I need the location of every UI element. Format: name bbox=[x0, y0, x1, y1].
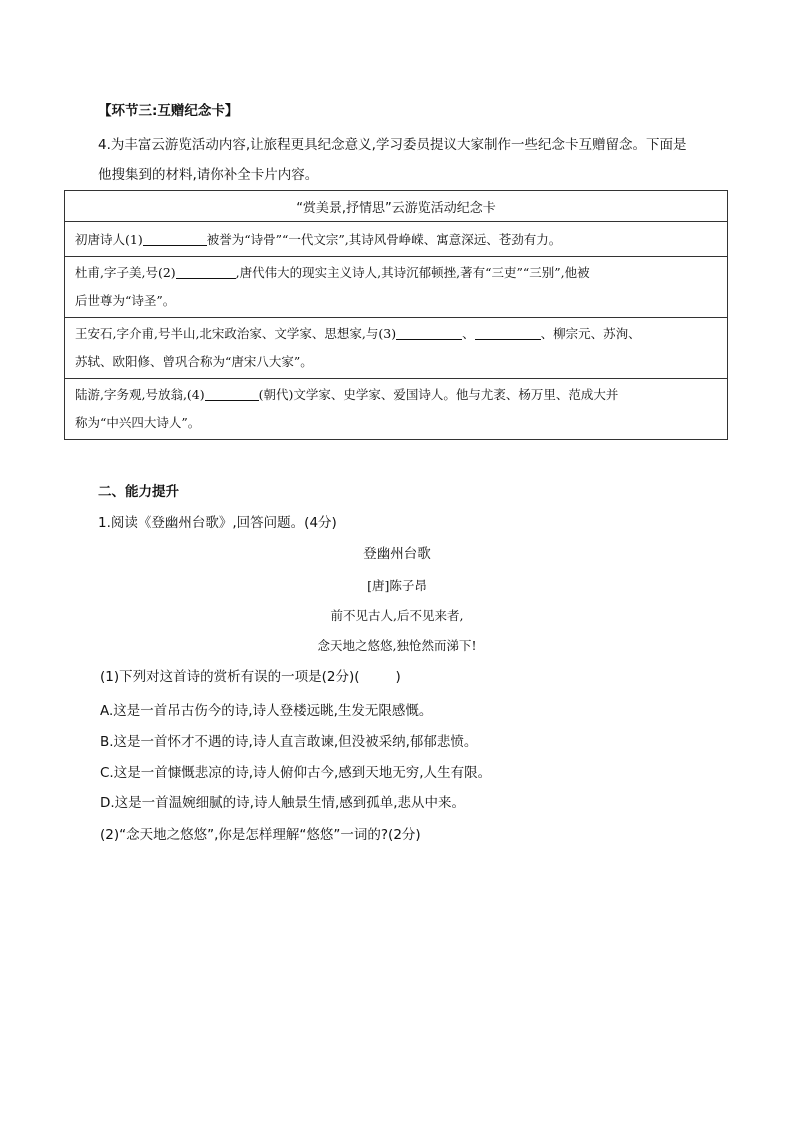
sub-question-1-text: (1)下列对这首诗的赏析有误的一项是(2分)( bbox=[100, 669, 360, 685]
card-row4-prefix: 陆游,字务观,号放翁,(4) bbox=[75, 387, 205, 402]
card-row3-prefix: 王安石,字介甫,号半山,北宋政治家、文学家、思想家,与(3) bbox=[75, 326, 397, 341]
card-row2-prefix: 杜甫,字子美,号(2) bbox=[75, 265, 176, 280]
sub-question-2: (2)“念天地之悠悠”,你是怎样理解“悠悠”一词的?(2分) bbox=[100, 827, 421, 843]
question-4-text-line1: 4.为丰富云游览活动内容,让旅程更具纪念意义,学习委员提议大家制作一些纪念卡互赠留念。下面是 bbox=[98, 137, 687, 153]
card-row-1 bbox=[65, 222, 728, 257]
blank-1[interactable] bbox=[143, 231, 207, 246]
card-row2-line2: 后世尊为“诗圣”。 bbox=[75, 293, 176, 308]
poem-line-2: 念天地之悠悠,独怆然而涕下! bbox=[317, 638, 477, 653]
blank-2[interactable] bbox=[176, 264, 236, 279]
sub-question-1 bbox=[100, 668, 401, 686]
blank-4[interactable] bbox=[205, 386, 259, 401]
card-row-2 bbox=[65, 257, 728, 318]
card-row4-line2: 称为“中兴四大诗人”。 bbox=[75, 415, 201, 430]
poem-title: 登幽州台歌 bbox=[363, 546, 431, 562]
sub-question-1-close: ) bbox=[395, 669, 401, 685]
option-c: C.这是一首慷慨悲凉的诗,诗人俯仰古今,感到天地无穷,人生有限。 bbox=[100, 765, 492, 781]
card-row3-separator: 、 bbox=[462, 326, 475, 341]
question-4-text-line2: 他搜集到的材料,请你补全卡片内容。 bbox=[98, 167, 319, 183]
card-title: “赏美景,抒情思”云游览活动纪念卡 bbox=[65, 191, 728, 222]
card-row-3 bbox=[65, 318, 728, 379]
option-b: B.这是一首怀才不遇的诗,诗人直言敢谏,但没被采纳,郁郁悲愤。 bbox=[100, 734, 478, 750]
option-d: D.这是一首温婉细腻的诗,诗人触景生情,感到孤单,悲从中来。 bbox=[100, 795, 466, 811]
card-row1-prefix: 初唐诗人(1) bbox=[75, 232, 143, 247]
blank-3b[interactable] bbox=[475, 325, 541, 340]
question-1-text: 1.阅读《登幽州台歌》,回答问题。(4分) bbox=[98, 515, 337, 531]
card-row1-suffix: 被誉为“诗骨”“一代文宗”,其诗风骨峥嵘、寓意深远、苍劲有力。 bbox=[206, 232, 562, 247]
poem-author: [唐]陈子昂 bbox=[367, 578, 427, 593]
poem-line-1: 前不见古人,后不见来者, bbox=[330, 608, 464, 623]
card-row2-suffix: ,唐代伟大的现实主义诗人,其诗沉郁顿挫,著有“三吏”“三别”,他被 bbox=[235, 265, 590, 280]
card-row4-suffix: (朝代)文学家、史学家、爱国诗人。他与尤袤、杨万里、范成大并 bbox=[258, 387, 619, 402]
card-title-row bbox=[65, 191, 728, 222]
part2-heading: 二、能力提升 bbox=[98, 484, 179, 500]
card-row3-line2: 苏轼、欧阳修、曾巩合称为“唐宋八大家”。 bbox=[75, 354, 313, 369]
section-heading: 【环节三:互赠纪念卡】 bbox=[98, 103, 239, 119]
option-a: A.这是一首吊古伤今的诗,诗人登楼远眺,生发无限感慨。 bbox=[100, 703, 433, 719]
souvenir-card-table bbox=[64, 190, 728, 440]
card-row-4 bbox=[65, 379, 728, 440]
blank-3a[interactable] bbox=[396, 325, 462, 340]
card-row3-suffix: 、柳宗元、苏洵、 bbox=[540, 326, 641, 341]
